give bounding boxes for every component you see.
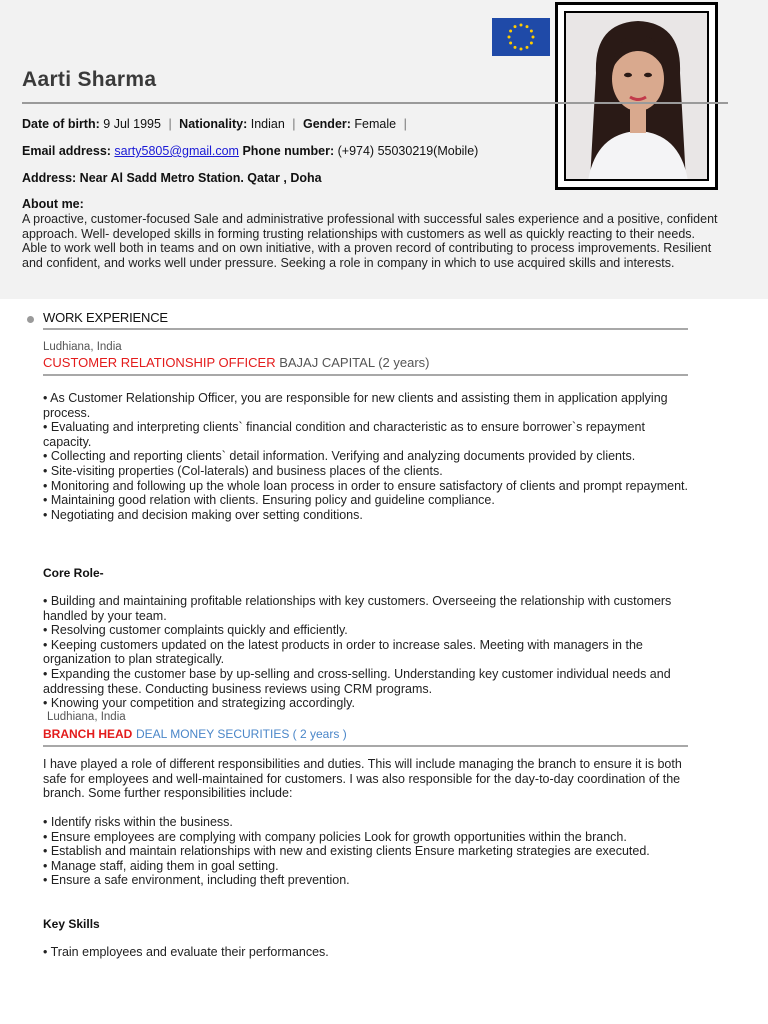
- about-text: A proactive, customer-focused Sale and administrative professional with successful sales experience and a positive, confident approach. Well- developed skills in forming trusting relationships with customers as well as quickly reacting to their needs. Able to work well both in teams and on own initiative, with a proven record of contributing to process improvements. Resilient and confident, and works well under pressure. Seeking a role in company in which to use acquired skills and interests.: [22, 212, 718, 270]
- flag-star-icon: [520, 48, 523, 51]
- about-title: About me:: [22, 197, 84, 211]
- phone-value: (+974) 55030219(Mobile): [337, 144, 479, 158]
- address-value: Near Al Sadd Metro Station. Qatar , Doha: [79, 171, 322, 185]
- list-item: • Site-visiting properties (Col-laterals) and business places of the clients.: [43, 463, 443, 478]
- list-item: • Negotiating and decision making over setting conditions.: [43, 507, 363, 522]
- job2-bullets: [43, 815, 693, 888]
- job2-divider: [43, 745, 688, 747]
- list-item: • Resolving customer complaints quickly and efficiently.: [43, 623, 348, 638]
- key-skills-list: [43, 945, 693, 960]
- flag-star-icon: [526, 25, 529, 28]
- separator: |: [292, 117, 296, 131]
- list-item: • Evaluating and interpreting clients` financial condition and characteristic as to ensure borrower`s repayment capacity.: [43, 420, 645, 449]
- job1-company: BAJAJ CAPITAL (2 years): [279, 355, 430, 370]
- core-role-heading: Core Role-: [43, 566, 104, 580]
- flag-star-icon: [530, 42, 533, 45]
- address-label: Address:: [22, 171, 77, 185]
- flag-star-icon: [520, 24, 523, 27]
- flag-star-icon: [508, 36, 511, 39]
- gender-value: Female: [354, 117, 397, 131]
- list-item: • Train employees and evaluate their performances.: [43, 945, 329, 959]
- list-item: • Maintaining good relation with clients. Ensuring policy and guideline compliance.: [43, 493, 495, 508]
- flag-star-icon: [509, 30, 512, 33]
- job2-company: DEAL MONEY SECURITIES ( 2 years ): [135, 727, 347, 741]
- list-item: • Keeping customers updated on the latest products in order to increase sales. Meeting with managers in the organization to plan strategically.: [43, 637, 643, 667]
- job1-title: CUSTOMER RELATIONSHIP OFFICER: [43, 355, 276, 370]
- section-divider: [43, 328, 688, 330]
- list-item: • Manage staff, aiding them in goal setting.: [43, 858, 279, 873]
- nationality-label: Nationality:: [179, 117, 248, 131]
- flag-star-icon: [530, 30, 533, 33]
- flag-star-icon: [526, 46, 529, 49]
- list-item: • Building and maintaining profitable relationships with key customers. Overseeing the relationship with customers handled by your team.: [43, 594, 672, 623]
- personal-info-line: [22, 117, 411, 131]
- nationality-value: Indian: [250, 117, 285, 131]
- list-item: • Collecting and reporting clients` detail information. Verifying and analyzing documents provided by clients.: [43, 449, 636, 464]
- name-divider: [22, 102, 728, 104]
- flag-star-icon: [514, 46, 517, 49]
- flag-star-icon: [509, 42, 512, 45]
- core-role-bullets: [43, 594, 693, 711]
- dob-label: Date of birth:: [22, 117, 100, 131]
- email-label: Email address:: [22, 144, 111, 158]
- separator: |: [168, 117, 172, 131]
- job1-location: Ludhiana, India: [43, 341, 122, 353]
- job2-title: BRANCH HEAD: [43, 727, 133, 741]
- job2-intro: I have played a role of different responsibilities and duties. This will include managing the branch to ensure it is both safe for employees and well-maintained for customers. I was also responsible for the day-to-day coordination of the branch. Some further responsibilities include:: [43, 757, 682, 801]
- email-link[interactable]: sarty5805@gmail.com: [114, 144, 239, 158]
- key-skills-heading: Key Skills: [43, 917, 100, 931]
- portrait-image: [564, 11, 709, 181]
- flag-star-icon: [514, 25, 517, 28]
- candidate-name: Aarti Sharma: [22, 68, 157, 91]
- job1-bullets: [43, 391, 693, 522]
- phone-label: Phone number:: [242, 144, 335, 158]
- contact-line: [22, 144, 478, 158]
- job2-header: [43, 726, 347, 741]
- list-item: • Ensure a safe environment, including theft prevention.: [43, 873, 350, 888]
- list-item: • Identify risks within the business.: [43, 815, 233, 829]
- eu-flag-icon: [492, 18, 550, 56]
- list-item: • Ensure employees are complying with company policies Look for growth opportunities within the branch.: [43, 829, 627, 844]
- separator: |: [403, 117, 407, 131]
- address-line: [22, 171, 322, 185]
- profile-photo: [555, 2, 718, 190]
- list-item: • Knowing your competition and strategizing accordingly.: [43, 696, 355, 711]
- job1-divider: [43, 374, 688, 376]
- section-bullet-icon: [27, 316, 34, 323]
- list-item: • Establish and maintain relationships with new and existing clients Ensure marketing strategies are executed.: [43, 844, 650, 859]
- flag-star-icon: [532, 36, 535, 39]
- list-item: • As Customer Relationship Officer, you are responsible for new clients and assisting them in application applying process.: [43, 391, 668, 420]
- dob-value: 9 Jul 1995: [103, 117, 161, 131]
- list-item: • Expanding the customer base by up-selling and cross-selling. Understanding key customer individual needs and addressing these. Conducting business reviews using CRM programs.: [43, 666, 671, 696]
- job1-header: [43, 355, 429, 370]
- gender-label: Gender:: [303, 117, 351, 131]
- list-item: • Monitoring and following up the whole loan process in order to ensure satisfactory of clients and prompt repayment.: [43, 478, 689, 493]
- job2-location: Ludhiana, India: [47, 711, 126, 723]
- work-experience-heading: WORK EXPERIENCE: [43, 310, 168, 325]
